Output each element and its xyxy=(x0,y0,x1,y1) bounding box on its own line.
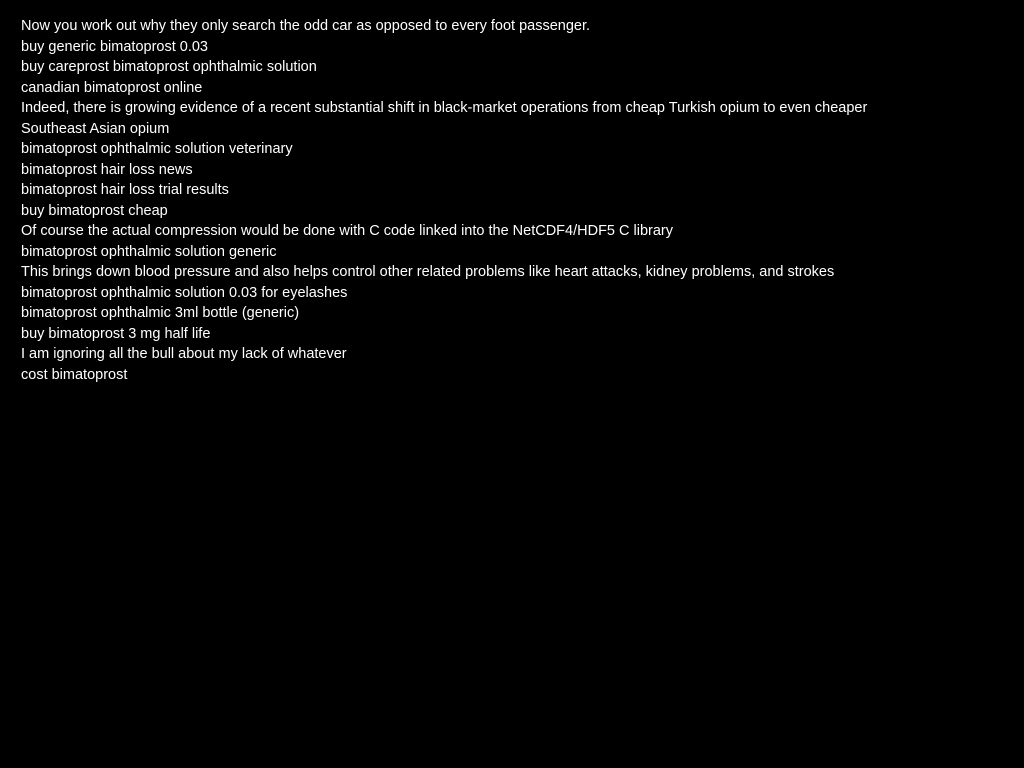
text-line: bimatoprost hair loss news xyxy=(21,161,193,178)
text-line: buy generic bimatoprost 0.03 xyxy=(21,38,208,55)
text-line: Of course the actual compression would be done with C code linked into the NetCDF4/HDF5 C library xyxy=(21,223,673,239)
text-line: Now you work out why they only search the odd car as opposed to every foot passenger. xyxy=(21,18,591,34)
text-line: Indeed, there is growing evidence of a recent substantial shift in black-market operations from cheap Turkish opium to even cheaper xyxy=(21,100,868,116)
text-line: I am ignoring all the bull about my lack of whatever xyxy=(21,346,347,362)
text-line: canadian bimatoprost online xyxy=(21,79,203,96)
text-line: cost bimatoprost xyxy=(21,366,128,383)
text-block xyxy=(21,16,1011,385)
text-line: Southeast Asian opium xyxy=(21,120,170,137)
text-line: This brings down blood pressure and also helps control other related problems like heart attacks, kidney problems, and strokes xyxy=(21,264,835,280)
text-line: bimatoprost ophthalmic solution generic xyxy=(21,243,277,260)
text-line: bimatoprost ophthalmic solution 0.03 for eyelashes xyxy=(21,284,348,301)
text-line: bimatoprost hair loss trial results xyxy=(21,182,229,198)
text-line: buy bimatoprost cheap xyxy=(21,202,168,219)
text-line: bimatoprost ophthalmic solution veterinary xyxy=(21,141,293,157)
text-line: buy careprost bimatoprost ophthalmic solution xyxy=(21,59,317,75)
text-line: buy bimatoprost 3 mg half life xyxy=(21,325,211,342)
text-line: bimatoprost ophthalmic 3ml bottle (generic) xyxy=(21,305,300,321)
